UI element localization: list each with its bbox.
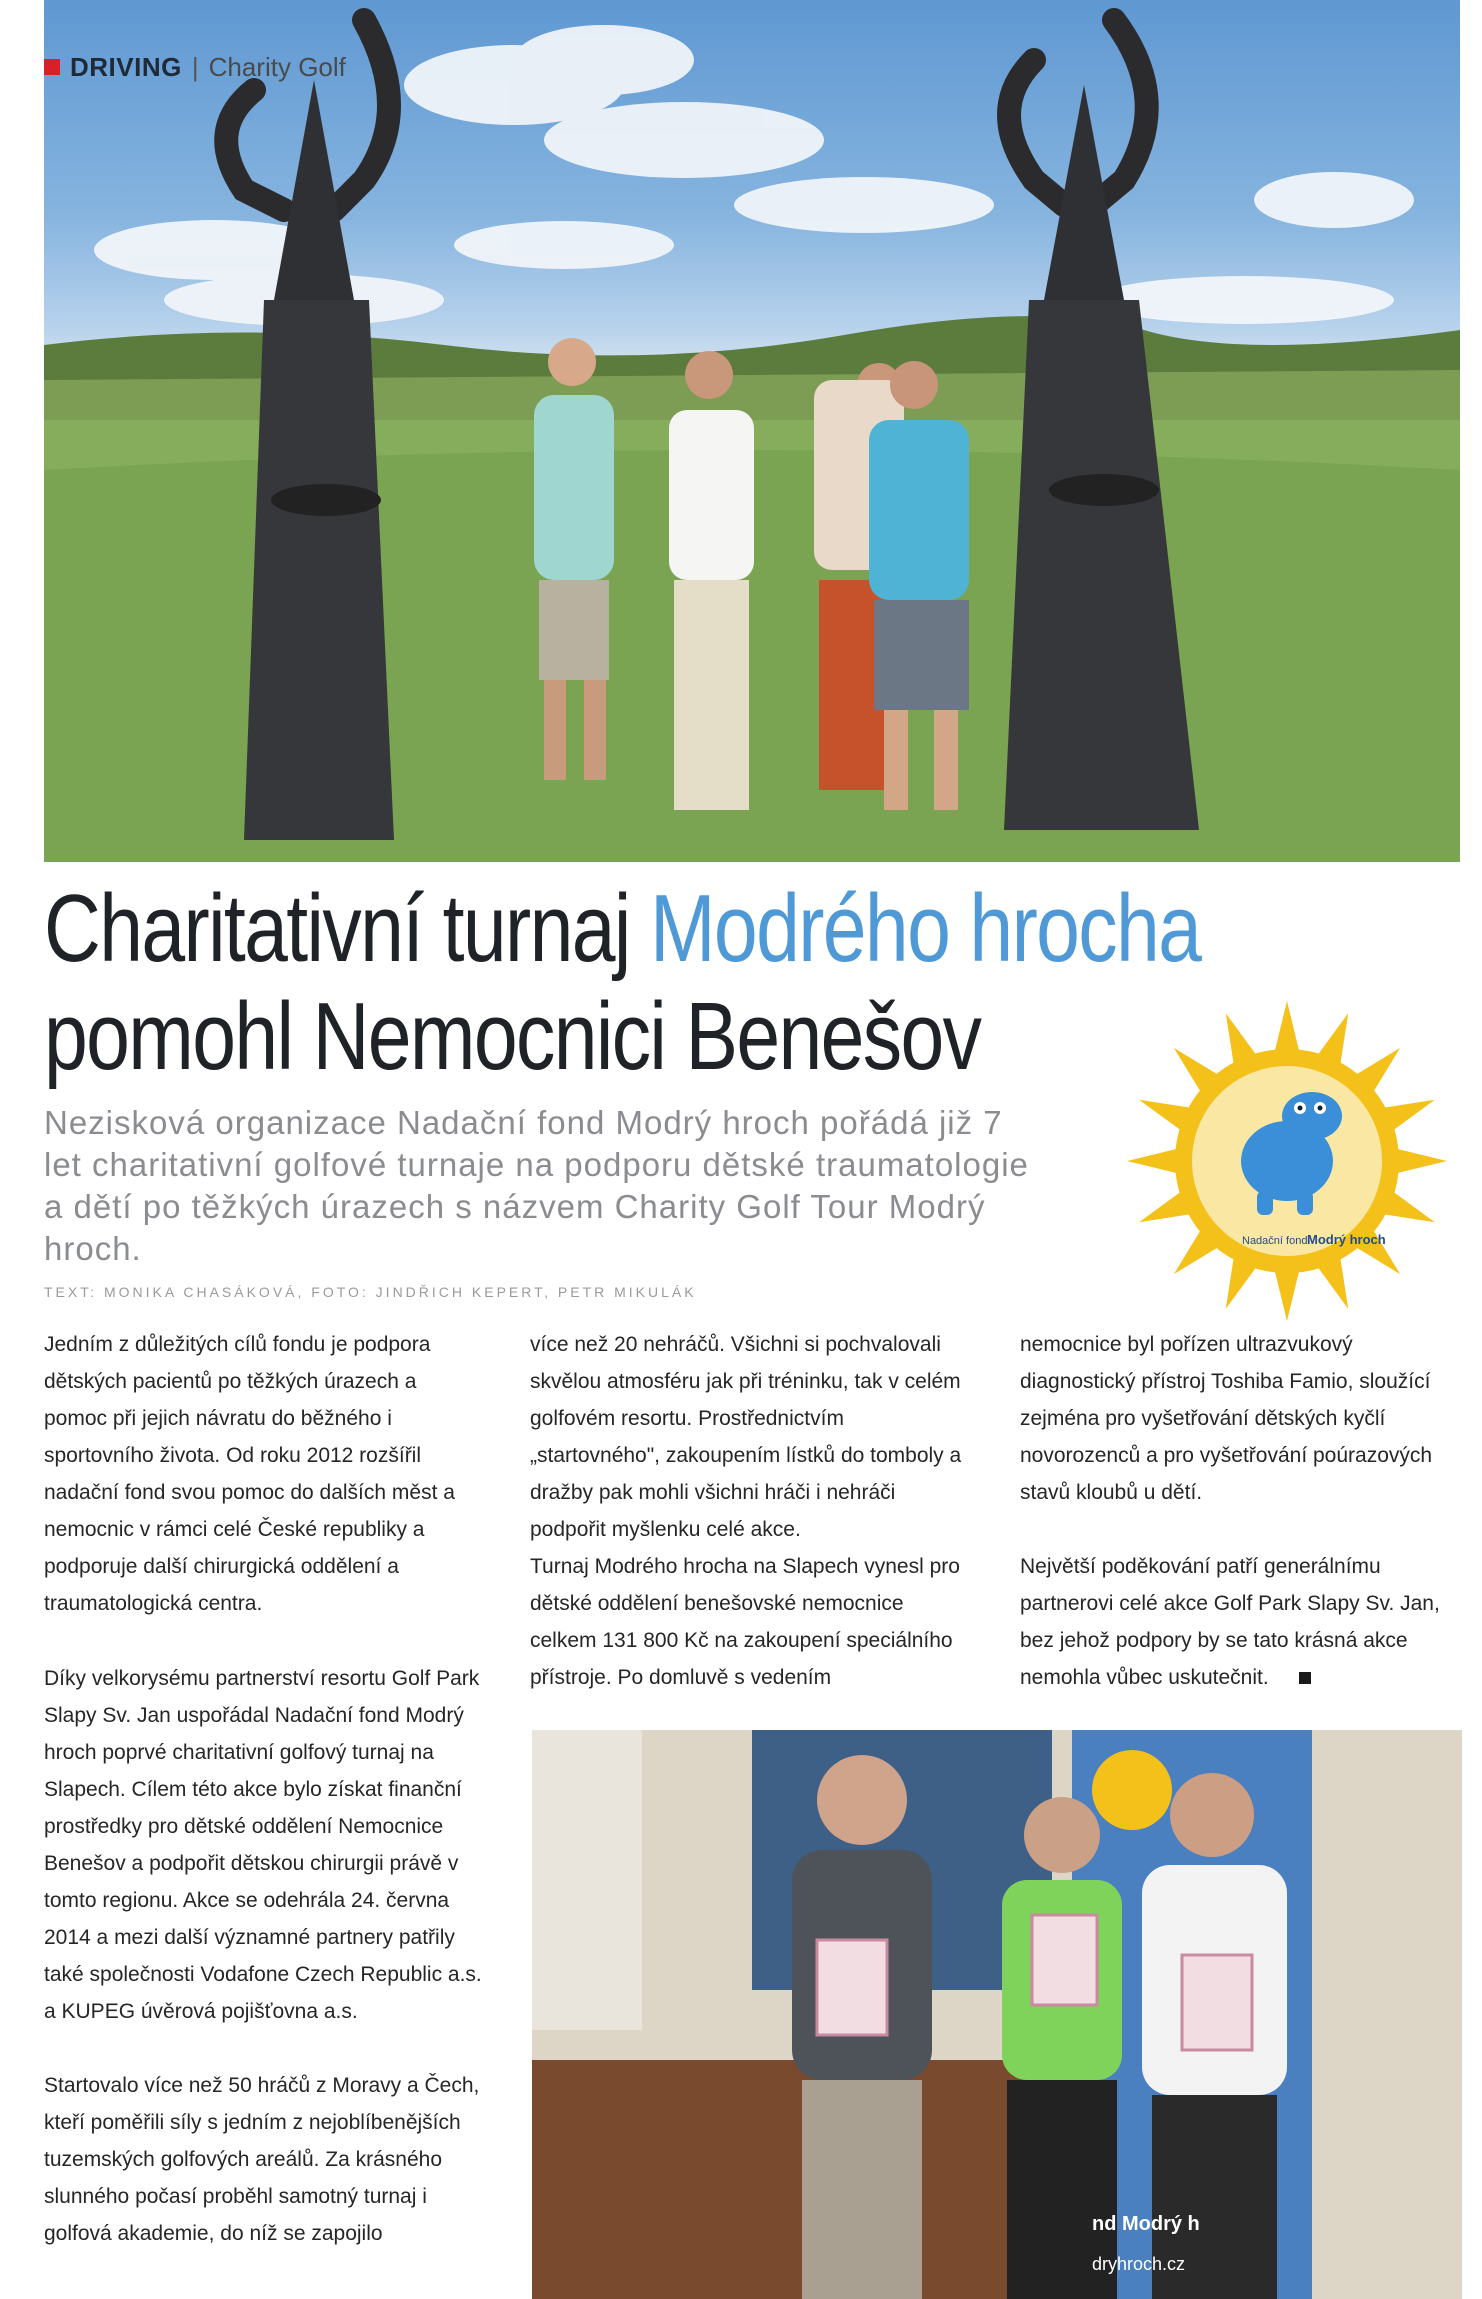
- column-3: [1020, 1326, 1460, 1696]
- column-1-continued: [44, 1660, 484, 2252]
- headline-line-2: pomohl Nemocnici Benešov: [44, 983, 981, 1090]
- logo-brand-text: Modrý hroch: [1307, 1232, 1386, 1247]
- sun-ray: [1391, 1147, 1447, 1174]
- column-1: [44, 1326, 484, 1622]
- section-marker-icon: [44, 59, 60, 75]
- article-credits: TEXT: MONIKA CHASÁKOVÁ, FOTO: JINDŘICH KEPERT, PETR MIKULÁK: [44, 1284, 697, 1300]
- col3-paragraph-1: nemocnice byl pořízen ultrazvukový diagnostický přístroj Toshiba Famio, sloužící zejména pro vyšetřování dětských kyčlí novorozenců a pro vyšetřování poúrazových stavů kloubů u dětí.: [1020, 1333, 1433, 1504]
- headline-highlight: Modrého hrocha: [649, 875, 1201, 982]
- col2-paragraph-1: více než 20 nehráčů. Všichni si pochvalovali skvělou atmosféru jak při tréninku, tak v celém golfovém resortu. Prostřednictvím „startovného", zakoupením lístků do tomboly a dražby pak mohli všichni hráči i nehráči podpořit myšlenku celé akce.: [530, 1333, 962, 1541]
- section-tag: [44, 50, 346, 84]
- sun-ray: [1273, 1001, 1300, 1057]
- award-ceremony-illustration: [532, 1730, 1462, 2299]
- section-name: DRIVING: [70, 51, 182, 82]
- headline-line-1: [44, 875, 1208, 983]
- col1-paragraph-2: Díky velkorysému partnerství resortu Golf Park Slapy Sv. Jan uspořádal Nadační fond Modrý hroch poprvé charitativní golfový turnaj na Slapech. Cílem této akce bylo získat finanční prostředky pro dětské oddělení Nemocnice Benešov a podpořit dětskou chirurgii právě v tomto regionu. Akce se odehrála 24. června 2014 a mezi další významné partnery patřily také společnosti Vodafone Czech Republic a.s. a KUPEG úvěrová pojišťovna a.s.: [44, 1667, 482, 2023]
- award-photo: [532, 1730, 1462, 2299]
- col3-paragraph-2: [1020, 1548, 1460, 1696]
- article-end-mark: [1299, 1672, 1311, 1684]
- hero-photo: [44, 0, 1460, 862]
- col1-paragraph-1: Jedním z důležitých cílů fondu je podpora dětských pacientů po těžkých úrazech a pomoc při jejich návratu do běžného i sportovního života. Od roku 2012 rozšířil nadační fond svou pomoc do dalších měst a nemocnic v rámci celé České republiky a podporuje další chirurgická oddělení a traumatologická centra.: [44, 1333, 455, 1615]
- article-headline: [44, 875, 1208, 1091]
- col2-paragraph-2: Turnaj Modrého hrocha na Slapech vynesl pro dětské oddělení benešovské nemocnice celkem 131 800 Kč na zakoupení speciálního přístroje. Po domluvě s vedením: [530, 1555, 960, 1689]
- headline-part-1: Charitativní turnaj: [44, 875, 650, 982]
- col1-paragraph-3: Startovalo více než 50 hráčů z Moravy a Čech, kteří poměřili síly s jedním z nejoblíbenějších tuzemských golfových areálů. Za krásného slunného počasí proběhl samotný turnaj i golfová akademie, do níž se zapojilo: [44, 2074, 480, 2245]
- section-subname: Charity Golf: [208, 51, 346, 82]
- golf-course-illustration: [44, 0, 1460, 862]
- banner-url: dryhroch.cz: [1092, 2254, 1186, 2274]
- sun-ray: [1273, 1265, 1300, 1321]
- banner-text: nd Modrý h: [1092, 2213, 1200, 2235]
- sun-icon: [1122, 996, 1452, 1326]
- sun-ray: [1127, 1147, 1183, 1174]
- article-lead: Nezisková organizace Nadační fond Modrý hroch pořádá již 7 let charitativní golfové turnaje na podporu dětské traumatologie a dětí po těžkých úrazech s názvem Charity Golf Tour Modrý hroch.: [44, 1104, 1029, 1267]
- modry-hroch-logo: [1122, 996, 1452, 1326]
- column-2: [530, 1326, 975, 1696]
- col3-paragraph-2-text: Největší poděkování patří generálnímu partnerovi celé akce Golf Park Slapy Sv. Jan, bez jehož podpory by se tato krásná akce nemohla vůbec uskutečnit.: [1020, 1555, 1440, 1689]
- section-separator: |: [191, 51, 199, 82]
- logo-small-text: Nadační fond: [1242, 1235, 1308, 1247]
